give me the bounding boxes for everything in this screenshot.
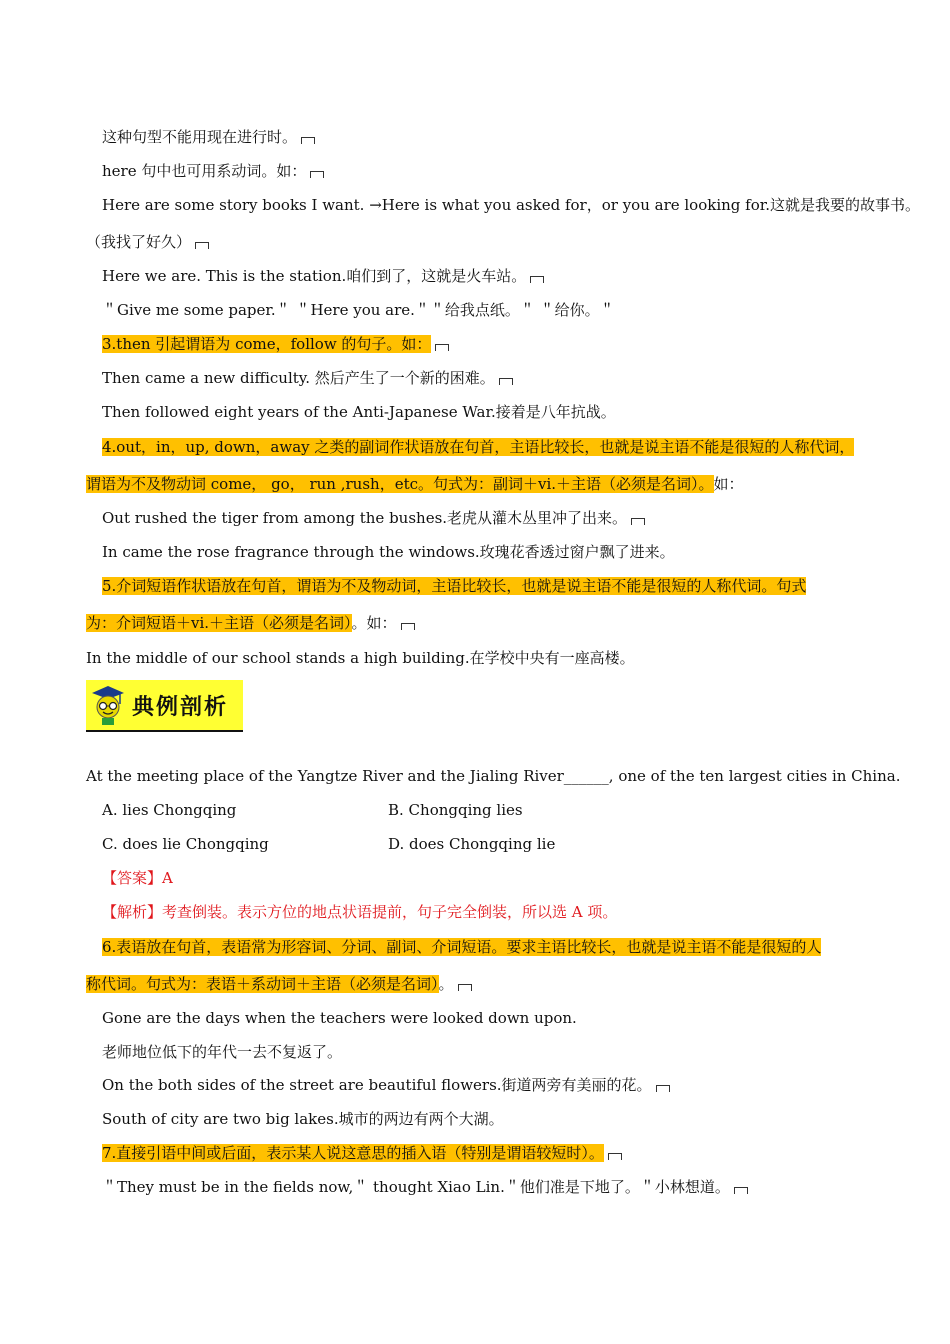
analysis-line — [102, 902, 617, 922]
highlighted-text: 5.介词短语作状语放在句首，谓语为不及物动词，主语比较长，也就是说主语不能是很短的人称代词。句式 — [102, 577, 807, 595]
paragraph-mark-icon — [458, 984, 472, 991]
option-c: C. does lie Chongqing — [102, 835, 269, 853]
paragraph-mark-icon — [195, 242, 209, 249]
line-text: Here we are. This is the station.咱们到了，这就是火车站。 — [102, 267, 527, 285]
line-text: At the meeting place of the Yangtze River and the Jialing River______, one of the ten largest cities in China. — [86, 767, 901, 785]
option-b: B. Chongqing lies — [388, 801, 523, 819]
rule-heading — [86, 613, 415, 633]
highlighted-text: 6.表语放在句首，表语常为形容词、分词、副词、介词短语。要求主语比较长，也就是说主语不能是很短的人 — [102, 938, 822, 956]
paragraph-mark-icon — [631, 518, 645, 525]
option-d: D. does Chongqing lie — [388, 835, 556, 853]
rule-heading — [86, 474, 744, 494]
line-text: Out rushed the tiger from among the bushes.老虎从灌木丛里冲了出来。 — [102, 509, 628, 527]
paragraph-mark-icon — [656, 1085, 670, 1092]
line-text: ＂Give me some paper.＂ ＂Here you are.＂＂给我点纸。＂ ＂给你。＂ — [102, 301, 615, 319]
text-line — [86, 232, 209, 252]
scholar-mascot-icon — [90, 684, 126, 726]
question-text — [86, 766, 900, 786]
example-banner — [86, 680, 243, 732]
highlighted-text: 3.then 引起谓语为 come，follow 的句子。如： — [102, 335, 432, 353]
line-text: 如： — [713, 475, 744, 493]
text-line — [102, 195, 920, 215]
text-line — [102, 300, 615, 320]
line-text: Here are some story books I want. →Here is what you asked for，or you are looking for.这就是我要的故事书。 — [102, 196, 921, 214]
text-line — [102, 542, 675, 562]
paragraph-mark-icon — [301, 137, 315, 144]
line-text: 。 — [438, 975, 454, 993]
paragraph-mark-icon — [435, 344, 449, 351]
line-text: In the middle of our school stands a high building.在学校中央有一座高楼。 — [86, 649, 635, 667]
line-text: 这种句型不能用现在进行时。 — [102, 128, 298, 146]
line-text: 。如： — [351, 614, 397, 632]
rule-heading — [102, 1143, 622, 1163]
paragraph-mark-icon — [608, 1153, 622, 1160]
text-line — [102, 127, 315, 147]
answer-line — [102, 868, 173, 888]
text-line — [102, 1075, 670, 1095]
text-line — [102, 368, 513, 388]
banner-title: 典例剖析 — [132, 695, 229, 720]
paragraph-mark-icon — [401, 623, 415, 630]
paragraph-mark-icon — [530, 276, 544, 283]
text-line — [102, 1109, 504, 1129]
highlighted-text: 4.out，in，up, down，away 之类的副词作状语放在句首，主语比较长，也就是说主语不能是很短的人称代词， — [102, 438, 855, 456]
line-text: Then came a new difficulty. 然后产生了一个新的困难。 — [102, 369, 495, 387]
line-text: In came the rose fragrance through the windows.玫瑰花香透过窗户飘了进来。 — [102, 543, 675, 561]
line-text: Gone are the days when the teachers were looked down upon. — [102, 1009, 577, 1027]
paragraph-mark-icon — [310, 171, 324, 178]
text-line — [102, 1008, 577, 1028]
rule-heading — [102, 437, 854, 457]
paragraph-mark-icon — [499, 378, 513, 385]
line-text: Then followed eight years of the Anti-Japanese War.接着是八年抗战。 — [102, 403, 616, 421]
rule-heading — [102, 334, 449, 354]
line-text: On the both sides of the street are beautiful flowers.街道两旁有美丽的花。 — [102, 1076, 652, 1094]
rule-heading — [86, 974, 472, 994]
line-text: 【答案】A — [102, 869, 173, 887]
highlighted-text: 谓语为不及物动词 come， go， run ,rush，etc。句式为：副词＋vi.＋主语（必须是名词）。 — [86, 475, 714, 493]
line-text: South of city are two big lakes.城市的两边有两个大湖。 — [102, 1110, 504, 1128]
text-line — [102, 1177, 748, 1197]
text-line — [102, 161, 324, 181]
text-line — [102, 266, 544, 286]
option-a: A. lies Chongqing — [102, 801, 237, 819]
rule-heading — [102, 937, 821, 957]
line-text: 老师地位低下的年代一去不复返了。 — [102, 1043, 343, 1061]
line-text: （我找了好久） — [86, 233, 192, 251]
highlighted-text: 为：介词短语＋vi.＋主语（必须是名词） — [86, 614, 352, 632]
text-line — [102, 508, 645, 528]
line-text: here 句中也可用系动词。如： — [102, 162, 307, 180]
highlighted-text: 7.直接引语中间或后面，表示某人说这意思的插入语（特别是谓语较短时）。 — [102, 1144, 604, 1162]
line-text: ＂They must be in the fields now,＂ thought Xiao Lin.＂他们准是下地了。＂小林想道。 — [102, 1178, 730, 1196]
line-text: 【解析】考查倒装。表示方位的地点状语提前，句子完全倒装，所以选 A 项。 — [102, 903, 618, 921]
text-line — [102, 402, 616, 422]
paragraph-mark-icon — [734, 1187, 748, 1194]
text-line — [86, 648, 635, 668]
highlighted-text: 称代词。句式为：表语＋系动词＋主语（必须是名词） — [86, 975, 439, 993]
rule-heading — [102, 576, 806, 596]
text-line — [102, 1042, 342, 1062]
